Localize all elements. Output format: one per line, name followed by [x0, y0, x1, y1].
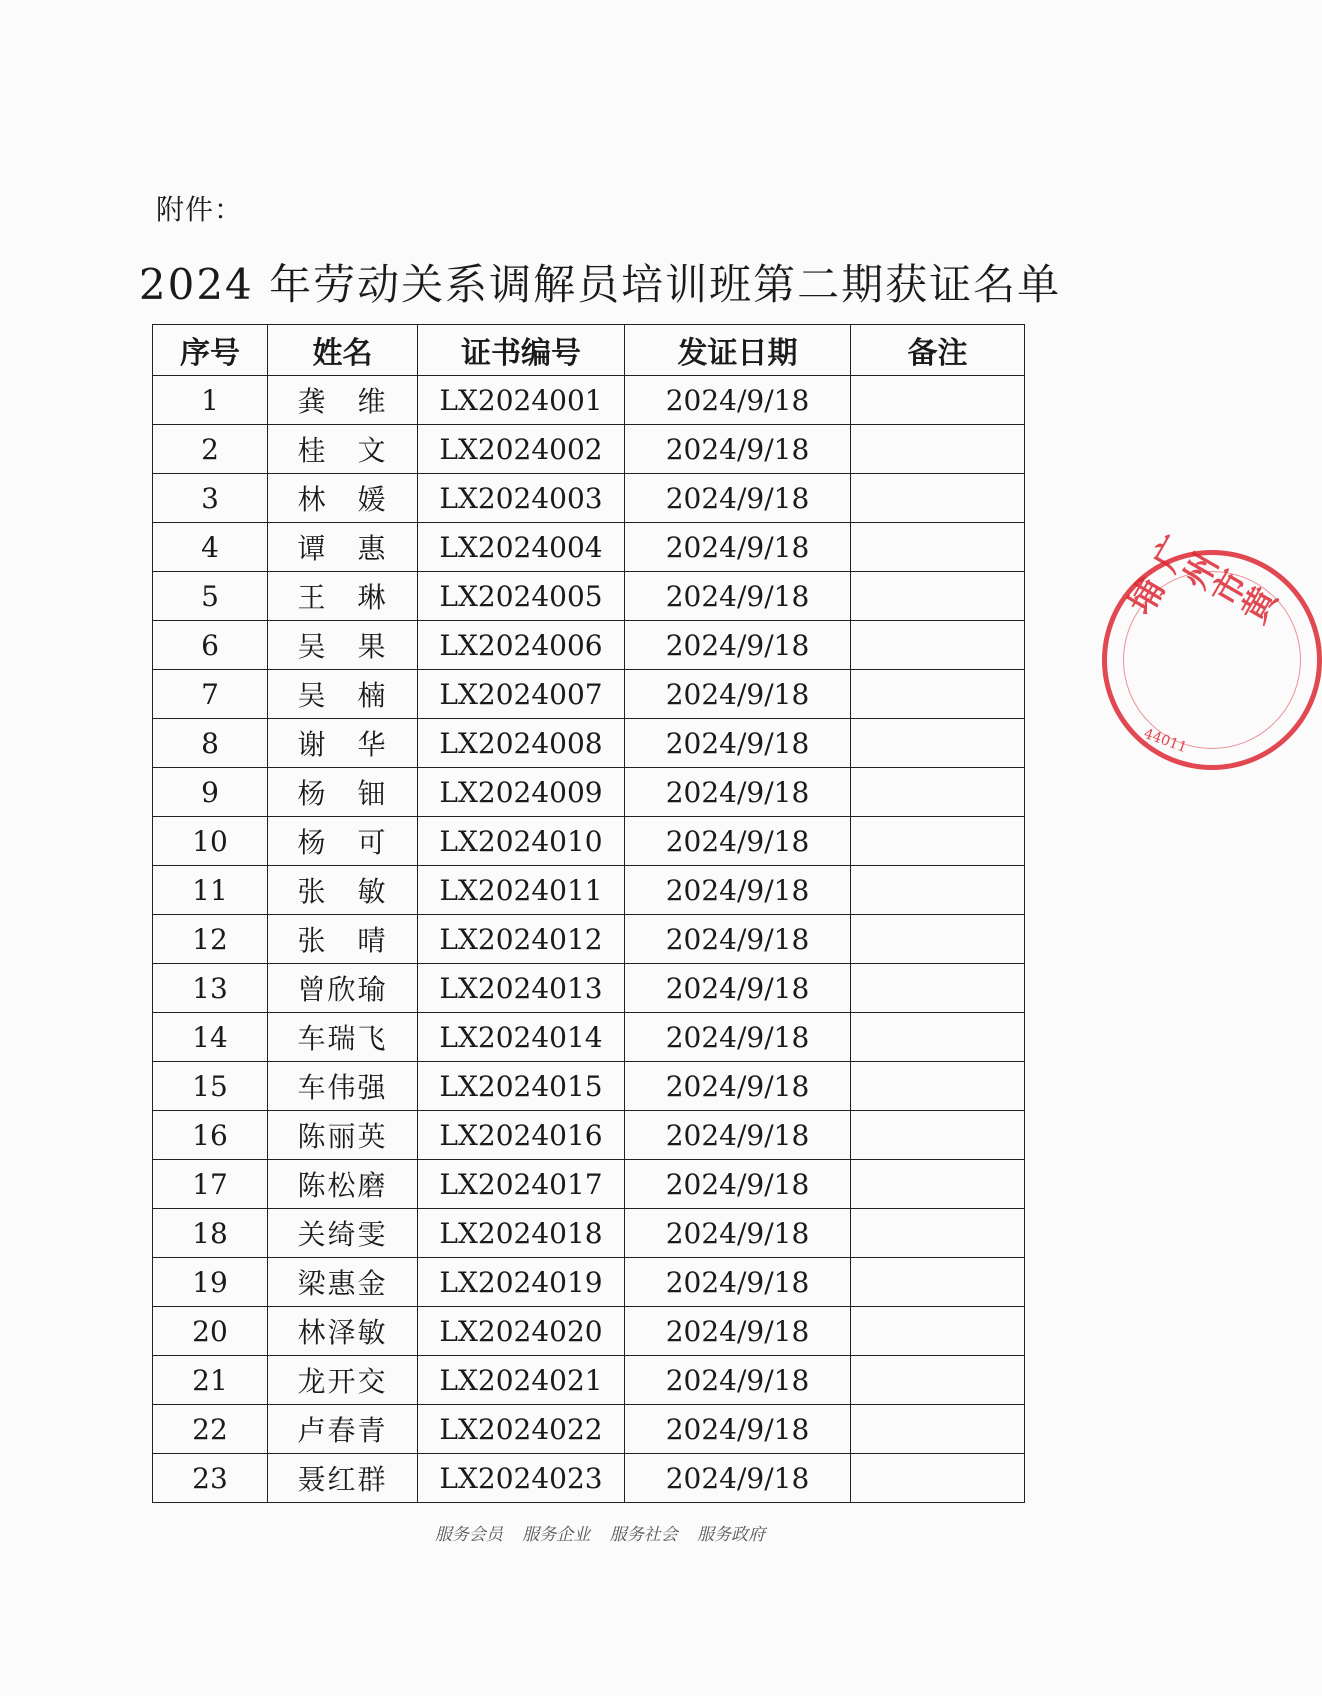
row-remarks: [851, 1160, 1025, 1209]
row-remarks: [851, 1111, 1025, 1160]
row-issue-date: 2024/9/18: [625, 817, 851, 866]
row-certificate-no: LX2024012: [418, 915, 625, 964]
row-remarks: [851, 768, 1025, 817]
table-row: [153, 1160, 1025, 1209]
seal-code: 44011: [1141, 725, 1189, 757]
row-remarks: [851, 1405, 1025, 1454]
row-issue-date: 2024/9/18: [625, 621, 851, 670]
row-name: 陈丽英: [268, 1111, 418, 1160]
row-certificate-no: LX2024001: [418, 376, 625, 425]
row-index: 1: [153, 376, 268, 425]
row-issue-date: 2024/9/18: [625, 1062, 851, 1111]
document-title: 2024 年劳动关系调解员培训班第二期获证名单: [138, 260, 1062, 309]
row-name: 龚 维: [268, 376, 418, 425]
row-remarks: [851, 523, 1025, 572]
column-header-issue-date: 发证日期: [625, 325, 851, 376]
table-row: [153, 1356, 1025, 1405]
row-name: 车瑞飞: [268, 1013, 418, 1062]
row-name: 吴 楠: [268, 670, 418, 719]
row-index: 6: [153, 621, 268, 670]
row-issue-date: 2024/9/18: [625, 915, 851, 964]
row-certificate-no: LX2024004: [418, 523, 625, 572]
row-name: 杨 可: [268, 817, 418, 866]
row-name: 张 敏: [268, 866, 418, 915]
row-remarks: [851, 1356, 1025, 1405]
row-name: 桂 文: [268, 425, 418, 474]
table-row: [153, 670, 1025, 719]
row-remarks: [851, 1307, 1025, 1356]
attachment-label: 附件：: [156, 193, 244, 226]
table-row: [153, 1258, 1025, 1307]
seal-text: 广州市黄埔: [1119, 530, 1282, 634]
row-name: 杨 钿: [268, 768, 418, 817]
table-row: [153, 1405, 1025, 1454]
row-name: 吴 果: [268, 621, 418, 670]
row-issue-date: 2024/9/18: [625, 1013, 851, 1062]
row-remarks: [851, 915, 1025, 964]
official-seal-stamp: [1102, 530, 1322, 770]
row-index: 7: [153, 670, 268, 719]
row-name: 关绮雯: [268, 1209, 418, 1258]
row-remarks: [851, 964, 1025, 1013]
row-issue-date: 2024/9/18: [625, 866, 851, 915]
row-name: 梁惠金: [268, 1258, 418, 1307]
row-index: 2: [153, 425, 268, 474]
row-issue-date: 2024/9/18: [625, 1160, 851, 1209]
table-header-row: [153, 325, 1025, 376]
table-row: [153, 523, 1025, 572]
row-certificate-no: LX2024006: [418, 621, 625, 670]
row-index: 20: [153, 1307, 268, 1356]
row-certificate-no: LX2024003: [418, 474, 625, 523]
row-index: 3: [153, 474, 268, 523]
column-header-certificate-no: 证书编号: [418, 325, 625, 376]
row-index: 21: [153, 1356, 268, 1405]
row-issue-date: 2024/9/18: [625, 964, 851, 1013]
row-certificate-no: LX2024014: [418, 1013, 625, 1062]
table-row: [153, 474, 1025, 523]
row-certificate-no: LX2024008: [418, 719, 625, 768]
row-certificate-no: LX2024005: [418, 572, 625, 621]
row-name: 谢 华: [268, 719, 418, 768]
row-certificate-no: LX2024022: [418, 1405, 625, 1454]
row-name: 林 媛: [268, 474, 418, 523]
row-certificate-no: LX2024013: [418, 964, 625, 1013]
row-index: 12: [153, 915, 268, 964]
row-name: 龙开交: [268, 1356, 418, 1405]
row-issue-date: 2024/9/18: [625, 1258, 851, 1307]
row-issue-date: 2024/9/18: [625, 376, 851, 425]
row-index: 15: [153, 1062, 268, 1111]
row-name: 张 晴: [268, 915, 418, 964]
row-certificate-no: LX2024019: [418, 1258, 625, 1307]
column-header-name: 姓名: [268, 325, 418, 376]
row-issue-date: 2024/9/18: [625, 1111, 851, 1160]
row-certificate-no: LX2024011: [418, 866, 625, 915]
table-row: [153, 1111, 1025, 1160]
row-remarks: [851, 621, 1025, 670]
row-certificate-no: LX2024020: [418, 1307, 625, 1356]
table-row: [153, 1209, 1025, 1258]
row-certificate-no: LX2024023: [418, 1454, 625, 1503]
row-name: 卢春青: [268, 1405, 418, 1454]
row-remarks: [851, 670, 1025, 719]
row-certificate-no: LX2024018: [418, 1209, 625, 1258]
row-remarks: [851, 376, 1025, 425]
row-index: 5: [153, 572, 268, 621]
row-issue-date: 2024/9/18: [625, 1307, 851, 1356]
certificate-roster-table: [152, 324, 1025, 1503]
row-issue-date: 2024/9/18: [625, 1454, 851, 1503]
row-index: 22: [153, 1405, 268, 1454]
table-row: [153, 915, 1025, 964]
column-header-index: 序号: [153, 325, 268, 376]
row-certificate-no: LX2024015: [418, 1062, 625, 1111]
row-certificate-no: LX2024007: [418, 670, 625, 719]
row-issue-date: 2024/9/18: [625, 719, 851, 768]
row-issue-date: 2024/9/18: [625, 670, 851, 719]
row-index: 9: [153, 768, 268, 817]
row-name: 林泽敏: [268, 1307, 418, 1356]
row-certificate-no: LX2024016: [418, 1111, 625, 1160]
row-name: 曾欣瑜: [268, 964, 418, 1013]
row-remarks: [851, 474, 1025, 523]
row-name: 聂红群: [268, 1454, 418, 1503]
row-certificate-no: LX2024017: [418, 1160, 625, 1209]
table-row: [153, 425, 1025, 474]
table-row: [153, 572, 1025, 621]
row-remarks: [851, 866, 1025, 915]
row-index: 23: [153, 1454, 268, 1503]
table-row: [153, 964, 1025, 1013]
table-row: [153, 1454, 1025, 1503]
row-certificate-no: LX2024009: [418, 768, 625, 817]
row-issue-date: 2024/9/18: [625, 1356, 851, 1405]
table-row: [153, 768, 1025, 817]
table-row: [153, 866, 1025, 915]
row-certificate-no: LX2024010: [418, 817, 625, 866]
row-name: 谭 惠: [268, 523, 418, 572]
row-issue-date: 2024/9/18: [625, 523, 851, 572]
row-index: 8: [153, 719, 268, 768]
table-row: [153, 817, 1025, 866]
table-row: [153, 1062, 1025, 1111]
row-remarks: [851, 719, 1025, 768]
row-index: 17: [153, 1160, 268, 1209]
row-index: 13: [153, 964, 268, 1013]
table-row: [153, 1013, 1025, 1062]
row-issue-date: 2024/9/18: [625, 768, 851, 817]
table-row: [153, 376, 1025, 425]
row-issue-date: 2024/9/18: [625, 572, 851, 621]
row-remarks: [851, 1454, 1025, 1503]
table-row: [153, 621, 1025, 670]
row-remarks: [851, 425, 1025, 474]
row-index: 19: [153, 1258, 268, 1307]
row-index: 14: [153, 1013, 268, 1062]
row-remarks: [851, 817, 1025, 866]
row-name: 王 琳: [268, 572, 418, 621]
row-name: 陈松磨: [268, 1160, 418, 1209]
table-row: [153, 719, 1025, 768]
row-issue-date: 2024/9/18: [625, 425, 851, 474]
row-name: 车伟强: [268, 1062, 418, 1111]
row-index: 16: [153, 1111, 268, 1160]
row-remarks: [851, 572, 1025, 621]
row-remarks: [851, 1013, 1025, 1062]
row-remarks: [851, 1209, 1025, 1258]
row-index: 18: [153, 1209, 268, 1258]
row-issue-date: 2024/9/18: [625, 1209, 851, 1258]
column-header-remarks: 备注: [851, 325, 1025, 376]
row-remarks: [851, 1258, 1025, 1307]
row-remarks: [851, 1062, 1025, 1111]
row-index: 11: [153, 866, 268, 915]
row-issue-date: 2024/9/18: [625, 474, 851, 523]
row-certificate-no: LX2024002: [418, 425, 625, 474]
row-certificate-no: LX2024021: [418, 1356, 625, 1405]
row-index: 10: [153, 817, 268, 866]
row-issue-date: 2024/9/18: [625, 1405, 851, 1454]
row-index: 4: [153, 523, 268, 572]
table-row: [153, 1307, 1025, 1356]
footer-slogan: 服务会员 服务企业 服务社会 服务政府: [434, 1525, 766, 1545]
table-body: [153, 376, 1025, 1503]
